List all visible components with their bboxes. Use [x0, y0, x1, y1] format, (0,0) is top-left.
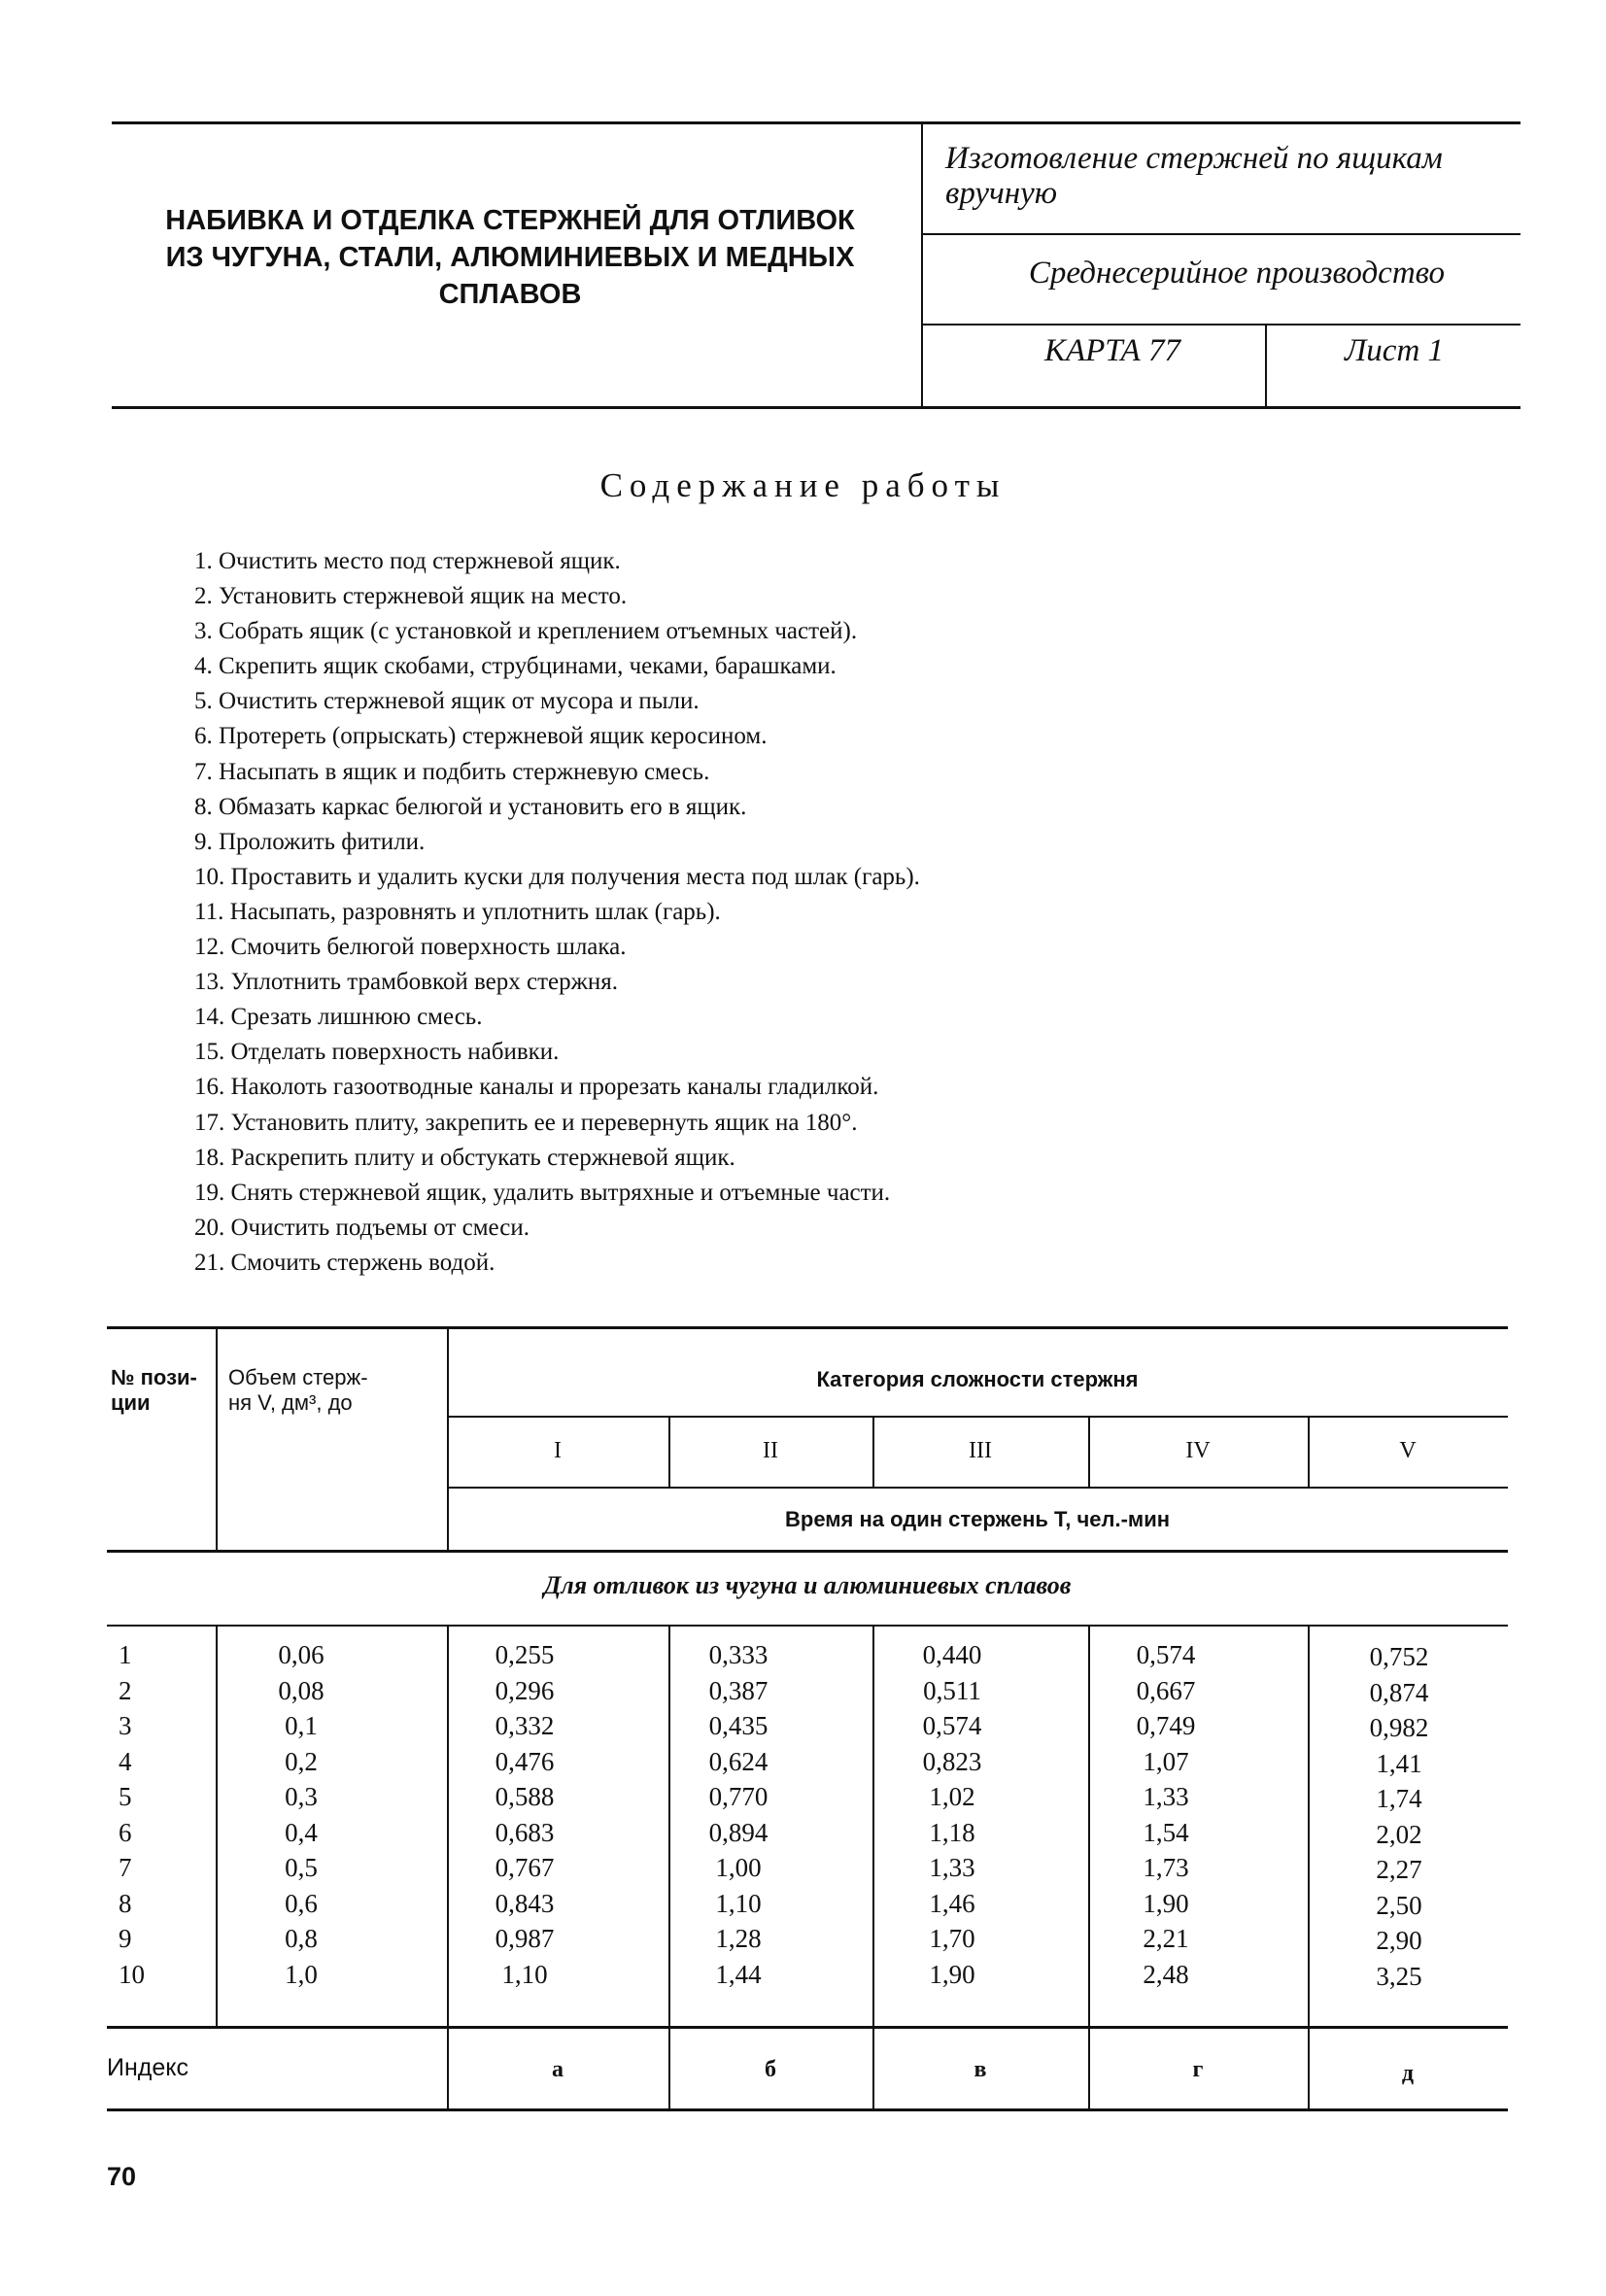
table-cell: 0,982 [1369, 1713, 1429, 1742]
category-2-column [661, 1637, 816, 1992]
table-divider [216, 1326, 218, 1550]
table-cell: 1,02 [929, 1782, 975, 1811]
header-line: ня V, дм³, до [228, 1390, 353, 1415]
table-cell: 7 [119, 1853, 132, 1882]
table-cell: 1,10 [501, 1959, 548, 1989]
table-cell: 0,1 [285, 1711, 318, 1740]
table-cell: 3 [119, 1711, 132, 1740]
table-cell: 0,574 [1136, 1640, 1196, 1669]
category-header: Категория сложности стержня [816, 1367, 1139, 1391]
table-cell: 2,90 [1376, 1926, 1422, 1955]
table-cell: 4 [119, 1746, 132, 1776]
work-step: 6. Протереть (опрыскать) стержневой ящик керосином. [194, 723, 768, 750]
table-cell: 0,296 [495, 1675, 555, 1705]
table-cell: 0,3 [285, 1782, 318, 1811]
header-divider [1265, 324, 1267, 406]
header-line: № пози- [111, 1365, 197, 1389]
table-cell: 0,333 [708, 1640, 769, 1669]
work-step: 11. Насыпать, разровнять и уплотнить шлак (гарь). [194, 898, 721, 925]
table-cell: 2 [119, 1675, 132, 1705]
category-label: V [1399, 1438, 1417, 1463]
work-step: 10. Проставить и удалить куски для получения места под шлак (гарь). [194, 863, 920, 890]
work-step: 4. Скрепить ящик скобами, струбцинами, чеками, барашками. [194, 653, 837, 680]
table-cell: 1,07 [1143, 1746, 1189, 1776]
table-cell: 1,70 [929, 1924, 975, 1953]
table-cell: 3,25 [1376, 1961, 1422, 1991]
category-1-column [447, 1637, 602, 1992]
work-step: 19. Снять стержневой ящик, удалить вытряхные и отъемные части. [194, 1179, 891, 1206]
table-cell: 0,770 [708, 1782, 769, 1811]
header-line: Объем стерж- [228, 1365, 368, 1389]
table-rule [447, 1487, 1508, 1489]
header-rule [921, 233, 1521, 235]
category-label: I [554, 1438, 562, 1463]
work-step: 18. Раскрепить плиту и обстукать стержневой ящик. [194, 1144, 735, 1171]
table-cell: 0,752 [1369, 1642, 1429, 1671]
table-cell: 1,54 [1143, 1817, 1189, 1847]
table-cell: 0,894 [708, 1817, 769, 1847]
title-line: ИЗ ЧУГУНА, СТАЛИ, АЛЮМИНИЕВЫХ И МЕДНЫХ [165, 242, 855, 273]
table-cell: 0,06 [278, 1640, 325, 1669]
category-label: III [969, 1438, 992, 1463]
table-cell: 1,46 [929, 1888, 975, 1918]
header-line: ции [111, 1390, 151, 1415]
table-divider [1308, 1625, 1310, 2108]
operation-name: Изготовление стержней по ящикам вручную [945, 141, 1443, 211]
table-cell: 1,0 [285, 1959, 318, 1989]
header-rule [921, 324, 1521, 326]
work-step: 20. Очистить подъемы от смеси. [194, 1214, 530, 1241]
production-type: Среднесерийное производство [1028, 256, 1446, 291]
work-step: 9. Проложить фитили. [194, 828, 426, 855]
page-number: 70 [107, 2162, 137, 2191]
table-divider [216, 1625, 218, 2026]
table-cell: 0,435 [708, 1711, 769, 1740]
table-cell: 0,667 [1136, 1675, 1196, 1705]
table-cell: 1,44 [715, 1959, 762, 1989]
table-cell: 2,27 [1376, 1855, 1422, 1884]
index-value: д [1401, 2061, 1415, 2086]
table-cell: 2,50 [1376, 1890, 1422, 1920]
table-rule [107, 2108, 1508, 2111]
table-cell: 0,987 [495, 1924, 555, 1953]
sheet-number: Лист 1 [1344, 333, 1445, 368]
table-cell: 0,387 [708, 1675, 769, 1705]
table-cell: 1,33 [1143, 1782, 1189, 1811]
table-cell: 0,624 [708, 1746, 769, 1776]
table-cell: 0,588 [495, 1782, 555, 1811]
work-step: 13. Уплотнить трамбовкой верх стержня. [194, 969, 618, 996]
table-rule [107, 1326, 1508, 1329]
table-cell: 0,476 [495, 1746, 555, 1776]
work-step: 15. Отделать поверхность набивки. [194, 1039, 560, 1066]
table-cell: 0,255 [495, 1640, 555, 1669]
table-cell: 8 [119, 1888, 132, 1918]
norms-table [107, 1326, 1508, 2118]
table-cell: 1,74 [1376, 1784, 1422, 1813]
category-4-column [1088, 1637, 1244, 1992]
table-rule [447, 1416, 1508, 1418]
document-title [121, 202, 899, 313]
table-cell: 1,33 [929, 1853, 975, 1882]
index-value: г [1192, 2057, 1204, 2082]
work-step: 5. Очистить стержневой ящик от мусора и пыли. [194, 688, 700, 715]
table-cell: 1,90 [929, 1959, 975, 1989]
table-cell: 0,332 [495, 1711, 555, 1740]
category-label: IV [1185, 1438, 1211, 1463]
table-cell: 0,511 [923, 1675, 981, 1705]
table-cell: 0,683 [495, 1817, 555, 1847]
table-cell: 0,823 [922, 1746, 982, 1776]
table-cell: 2,21 [1143, 1924, 1189, 1953]
work-step: 2. Установить стержневой ящик на место. [194, 583, 628, 610]
table-cell: 9 [119, 1924, 132, 1953]
table-rule [107, 1550, 1508, 1553]
work-step: 21. Смочить стержень водой. [194, 1249, 495, 1276]
title-line: НАБИВКА И ОТДЕЛКА СТЕРЖНЕЙ ДЛЯ ОТЛИВОК [165, 205, 855, 236]
table-rule [107, 2026, 1508, 2029]
title-line: СПЛАВОВ [438, 279, 582, 310]
work-step: 3. Собрать ящик (с установкой и креплением отъемных частей). [194, 618, 858, 645]
header-divider [921, 124, 923, 406]
table-cell: 0,440 [922, 1640, 982, 1669]
work-step: 7. Насыпать в ящик и подбить стержневую смесь. [194, 758, 710, 785]
work-step: 8. Обмазать каркас белюгой и установить его в ящик. [194, 793, 747, 820]
table-cell: 0,4 [285, 1817, 318, 1847]
work-step: 16. Наколоть газоотводные каналы и прорезать каналы гладилкой. [194, 1074, 879, 1101]
table-cell: 6 [119, 1817, 132, 1847]
table-cell: 1,73 [1143, 1853, 1189, 1882]
column-header-volume [228, 1365, 442, 1416]
time-header: Время на один стержень Т, чел.-мин [785, 1507, 1170, 1531]
work-step: 12. Смочить белюгой поверхность шлака. [194, 934, 627, 961]
category-3-column [874, 1637, 1030, 1992]
table-cell: 0,767 [495, 1853, 555, 1882]
table-cell: 10 [119, 1959, 145, 1989]
table-cell: 0,574 [922, 1711, 982, 1740]
table-cell: 0,8 [285, 1924, 318, 1953]
table-cell: 0,08 [278, 1675, 325, 1705]
table-cell: 1,41 [1376, 1748, 1422, 1778]
table-cell: 2,02 [1376, 1819, 1422, 1849]
work-step: 1. Очистить место под стержневой ящик. [194, 548, 621, 574]
table-cell: 0,749 [1136, 1711, 1196, 1740]
card-header [112, 121, 1521, 409]
table-cell: 1,18 [929, 1817, 975, 1847]
table-cell: 1,10 [715, 1888, 762, 1918]
index-value: б [765, 2057, 776, 2082]
table-cell: 1 [119, 1640, 132, 1669]
column-header-position [111, 1365, 213, 1416]
index-value: а [552, 2057, 564, 2082]
position-column [119, 1637, 157, 1992]
card-number: КАРТА 77 [1044, 333, 1180, 368]
table-cell: 1,90 [1143, 1888, 1189, 1918]
work-step: 17. Установить плиту, закрепить ее и перевернуть ящик на 180°. [194, 1109, 858, 1136]
table-cell: 0,5 [285, 1853, 318, 1882]
category-5-column [1321, 1639, 1477, 1994]
work-content-title: Содержание работы [599, 466, 1007, 504]
category-label: II [763, 1438, 778, 1463]
work-step: 14. Срезать лишнюю смесь. [194, 1004, 483, 1031]
table-cell: 1,00 [715, 1853, 762, 1882]
table-cell: 0,874 [1369, 1677, 1429, 1707]
table-cell: 2,48 [1143, 1959, 1189, 1989]
table-cell: 0,6 [285, 1888, 318, 1918]
index-value: в [974, 2057, 987, 2082]
table-cell: 1,28 [715, 1924, 762, 1953]
table-cell: 5 [119, 1782, 132, 1811]
work-steps-list [194, 544, 1457, 1281]
table-cell: 0,843 [495, 1888, 555, 1918]
index-label: Индекс [107, 2054, 188, 2081]
table-section-caption: Для отливок из чугуна и алюминиевых сплавов [543, 1571, 1072, 1599]
table-cell: 0,2 [285, 1746, 318, 1776]
table-rule [107, 1625, 1508, 1627]
volume-column [243, 1637, 359, 1992]
